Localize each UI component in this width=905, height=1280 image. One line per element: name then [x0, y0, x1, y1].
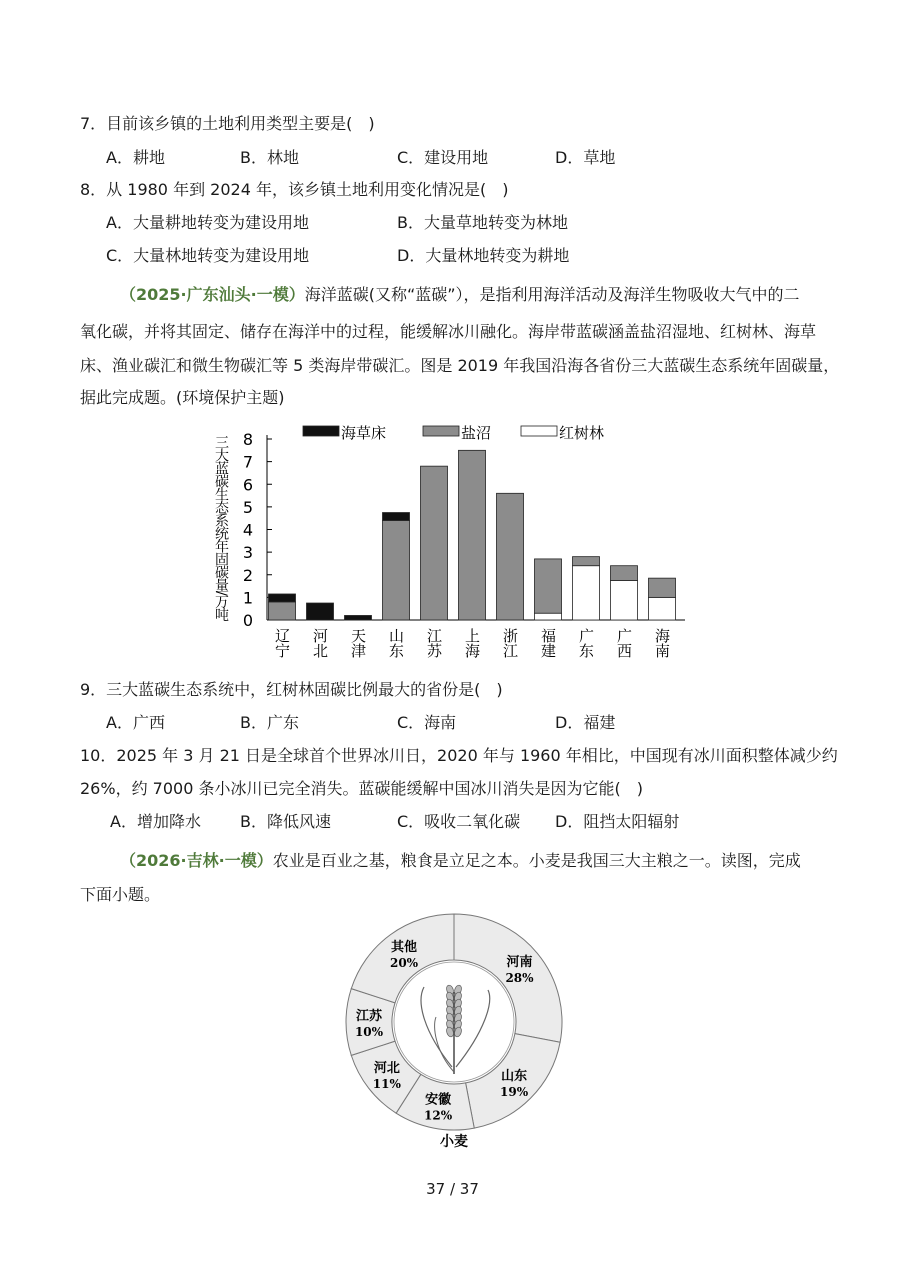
x-tick-label: 上海: [463, 628, 481, 658]
slice-label: 河北: [373, 1061, 400, 1077]
y-tick-label: 7: [242, 452, 253, 472]
passage2-source: （2026·吉林·一模）: [120, 851, 273, 870]
bar-盐沼-广西: [611, 566, 638, 581]
q10-option-d: D．阻挡太阳辐射: [555, 812, 680, 831]
q10-option-b: B．降低风速: [240, 812, 331, 831]
passage1-first-line: [120, 285, 800, 305]
y-tick-label: 4: [242, 520, 253, 540]
x-tick-label: 广东: [577, 628, 595, 658]
q7-option-d: D．草地: [555, 148, 616, 167]
q9-option-a: A．广西: [106, 713, 165, 732]
bar-盐沼-广东: [573, 557, 600, 566]
q10-stem-line1: 10．2025 年 3 月 21 日是全球首个世界冰川日，2020 年与 1960 年相比，中国现有冰川面积整体减少约: [80, 746, 838, 765]
q9-option-c: C．海南: [397, 713, 457, 732]
y-axis-label: 三大蓝碳生态系统年固碳量/万吨: [213, 435, 229, 621]
passage2-text-1: 农业是百业之基，粮食是立足之本。小麦是我国三大主粮之一。读图，完成: [272, 851, 801, 870]
passage1-text-3: 床、渔业碳汇和微生物碳汇等 5 类海岸带碳汇。图是 2019 年我国沿海各省份三大蓝碳生态系统年固碳量，: [80, 356, 840, 375]
q9-option-d: D．福建: [555, 713, 616, 732]
bar-海草床-山东: [383, 513, 410, 521]
slice-label: 山东: [501, 1069, 528, 1085]
q8-option-d: D．大量林地转变为耕地: [397, 246, 570, 265]
passage1-text-1: 海洋蓝碳(又称“蓝碳”），是指利用海洋活动及海洋生物吸收大气中的二: [304, 285, 800, 304]
x-tick-label: 海南: [653, 628, 671, 658]
y-tick-label: 2: [242, 565, 253, 585]
x-tick-label: 天津: [349, 628, 367, 658]
q10-option-a: A．增加降水: [110, 812, 201, 831]
passage2-text-2: 下面小题。: [80, 885, 161, 904]
bar-海草床-天津: [345, 615, 372, 620]
page-number: 37 / 37: [426, 1180, 479, 1198]
y-tick-label: 0: [242, 611, 253, 630]
legend-swatch: [423, 426, 459, 436]
bar-海草床-河北: [307, 603, 334, 620]
q8-option-b: B．大量草地转变为林地: [397, 213, 568, 232]
y-tick-label: 5: [242, 497, 253, 517]
bar-盐沼-辽宁: [269, 602, 296, 620]
q8-stem: 8．从 1980 年到 2024 年，该乡镇土地利用变化情况是( ): [80, 180, 509, 199]
q9-option-b: B．广东: [240, 713, 299, 732]
bar-盐沼-江苏: [421, 466, 448, 620]
bar-红树林-广西: [611, 580, 638, 620]
legend-swatch: [303, 426, 339, 436]
q7-option-b: B．林地: [240, 148, 299, 167]
slice-label: 河南: [506, 954, 533, 970]
slice-label: 江苏: [355, 1009, 383, 1024]
bar-盐沼-上海: [459, 450, 486, 620]
slice-value: 19%: [500, 1085, 529, 1100]
x-tick-label: 江苏: [425, 628, 443, 658]
passage2-first-line: [120, 851, 801, 871]
x-tick-label: 山东: [387, 628, 405, 658]
x-tick-label: 河北: [311, 628, 329, 658]
bar-红树林-广东: [573, 566, 600, 620]
slice-value: 10%: [354, 1025, 384, 1039]
slice-value: 20%: [389, 956, 419, 971]
legend-label: 盐沼: [461, 424, 492, 442]
passage1-text-2: 氧化碳，并将其固定、储存在海洋中的过程，能缓解冰川融化。海岸带蓝碳涵盖盐沼湿地、红树林、海草: [80, 322, 817, 341]
x-tick-label: 福建: [539, 628, 557, 658]
bar-盐沼-浙江: [497, 493, 524, 620]
legend-label: 海草床: [341, 424, 387, 442]
q7-option-c: C．建设用地: [397, 148, 489, 167]
wheat-donut-chart: [330, 912, 580, 1157]
passage1-source: （2025·广东汕头·一模）: [120, 285, 305, 304]
bar-盐沼-山东: [383, 520, 410, 620]
slice-value: 12%: [424, 1108, 453, 1123]
legend-label: 红树林: [559, 424, 605, 442]
chart-title: 小麦: [440, 1134, 468, 1150]
slice-value: 11%: [372, 1077, 401, 1092]
y-tick-label: 1: [242, 588, 253, 608]
bar-海草床-辽宁: [269, 594, 296, 602]
passage1-text-4: 据此完成题。(环境保护主题): [80, 388, 285, 407]
blue-carbon-bar-chart: [205, 418, 705, 670]
slice-value: 28%: [505, 970, 534, 985]
bar-盐沼-福建: [535, 559, 562, 613]
q10-stem-line2: 26%，约 7000 条小冰川已完全消失。蓝碳能缓解中国冰川消失是因为它能( ): [80, 779, 643, 798]
legend-swatch: [521, 426, 557, 436]
bar-盐沼-海南: [649, 578, 676, 597]
y-tick-label: 3: [242, 543, 253, 563]
q10-option-c: C．吸收二氧化碳: [397, 812, 521, 831]
x-tick-label: 广西: [615, 628, 633, 658]
x-tick-label: 浙江: [501, 628, 519, 658]
y-tick-label: 6: [242, 475, 253, 495]
bar-红树林-福建: [535, 613, 562, 620]
x-tick-label: 辽宁: [273, 628, 291, 658]
bar-红树林-海南: [649, 597, 676, 620]
q7-option-a: A．耕地: [106, 148, 165, 167]
y-tick-label: 8: [242, 430, 253, 449]
slice-label: 其他: [391, 940, 418, 956]
q7-stem: 7．目前该乡镇的土地利用类型主要是( ): [80, 114, 375, 133]
q9-stem: 9．三大蓝碳生态系统中，红树林固碳比例最大的省份是( ): [80, 680, 503, 699]
q8-option-a: A．大量耕地转变为建设用地: [106, 213, 309, 232]
slice-label: 安徽: [425, 1092, 452, 1108]
q8-option-c: C．大量林地转变为建设用地: [106, 246, 310, 265]
